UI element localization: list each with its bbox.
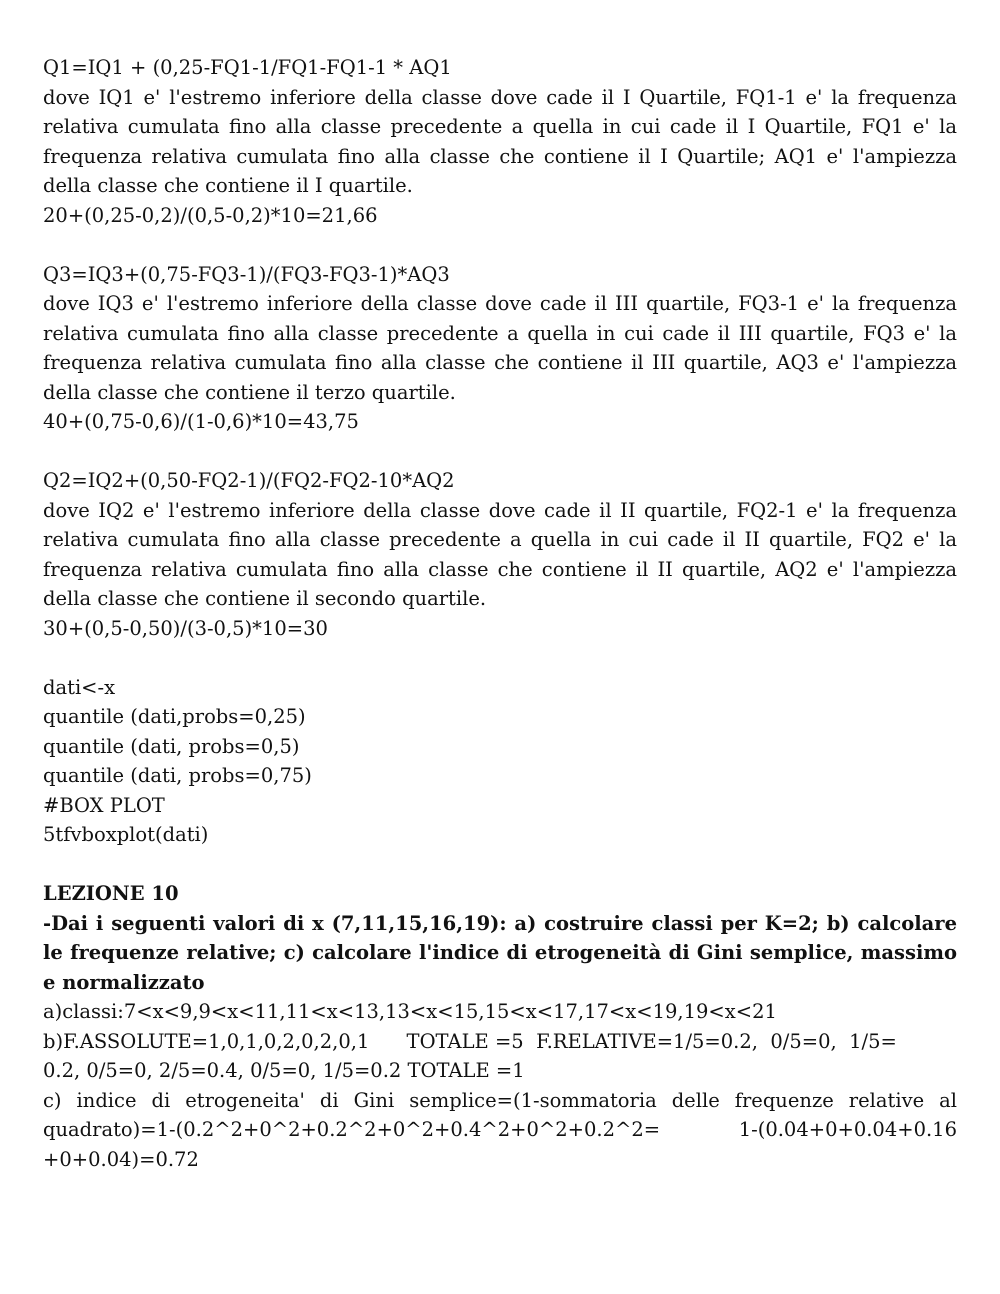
answer-c: c) indice di etrogeneita' di Gini semplice=(1-sommatoria delle frequenze relative al quadrato)=1-(0.2^2+0^2+0.2^2+0^2+0.4^2+0^2+0.2^2= 1-(0.04+0+0.04+0.16 +0+0.04)=0.72 (43, 1088, 957, 1171)
r-code-line: quantile (dati, probs=0,75) (43, 764, 312, 787)
q2-formula: Q2=IQ2+(0,50-FQ2-1)/(FQ2-FQ2-10*AQ2 (43, 469, 455, 492)
answer-b-line2: 0.2, 0/5=0, 2/5=0.4, 0/5=0, 1/5=0.2 TOTALE =1 (43, 1059, 525, 1082)
q2-calculation: 30+(0,5-0,50)/(3-0,5)*10=30 (43, 616, 328, 640)
r-code-line: quantile (dati,probs=0,25) (43, 705, 306, 728)
spacer (43, 643, 957, 673)
spacer (43, 230, 957, 260)
q1-formula: Q1=IQ1 + (0,25-FQ1-1/FQ1-FQ1-1 * AQ1 (43, 56, 452, 79)
q3-description: dove IQ3 e' l'estremo inferiore della classe dove cade il III quartile, FQ3-1 e' la frequenza relativa cumulata fino alla classe precedente a quella in cui cade il III quartile, FQ3 e' la frequenza relativa cumulata fino alla classe che contiene il III quartile, AQ3 e' l'ampiezza della classe che contiene il terzo quartile. (43, 292, 957, 404)
r-code-line: quantile (dati, probs=0,5) (43, 734, 300, 758)
spacer (43, 850, 957, 880)
answer-b-line1: b)F.ASSOLUTE=1,0,1,0,2,0,2,0,1 TOTALE =5 F.RELATIVE=1/5=0.2, 0/5=0, 1/5= (43, 1029, 897, 1053)
r-code-line: #BOX PLOT (43, 793, 165, 817)
r-code-line: dati<-x (43, 675, 116, 699)
q3-formula: Q3=IQ3+(0,75-FQ3-1)/(FQ3-FQ3-1)*AQ3 (43, 262, 450, 286)
document-page (43, 53, 957, 1174)
q1-description: dove IQ1 e' l'estremo inferiore della classe dove cade il I Quartile, FQ1-1 e' la frequenza relativa cumulata fino alla classe precedente a quella in cui cade il I Quartile, FQ1 e' la frequenza relativa cumulata fino alla classe che contiene il I Quartile; AQ1 e' l'ampiezza della classe che contiene il I quartile. (43, 85, 957, 197)
lesson-exercise: -Dai i seguenti valori di x (7,11,15,16,19): a) costruire classi per K=2; b) calcolare le frequenze relative; c) calcolare l'indice di etrogeneità di Gini semplice, massimo e normalizzato (43, 911, 957, 994)
q1-calculation: 20+(0,25-0,2)/(0,5-0,2)*10=21,66 (43, 203, 378, 227)
lesson-title: LEZIONE 10 (43, 882, 179, 905)
answer-a: a)classi:7<x<9,9<x<11,11<x<13,13<x<15,15<x<17,17<x<19,19<x<21 (43, 1000, 777, 1023)
q3-calculation: 40+(0,75-0,6)/(1-0,6)*10=43,75 (43, 410, 359, 433)
spacer (43, 437, 957, 467)
q2-description: dove IQ2 e' l'estremo inferiore della classe dove cade il II quartile, FQ2-1 e' la frequenza relativa cumulata fino alla classe precedente a quella in cui cade il II quartile, FQ2 e' la frequenza relativa cumulata fino alla classe che contiene il II quartile, AQ2 e' l'ampiezza della classe che contiene il secondo quartile. (43, 498, 957, 610)
r-code-line: 5tfvboxplot(dati) (43, 823, 209, 846)
